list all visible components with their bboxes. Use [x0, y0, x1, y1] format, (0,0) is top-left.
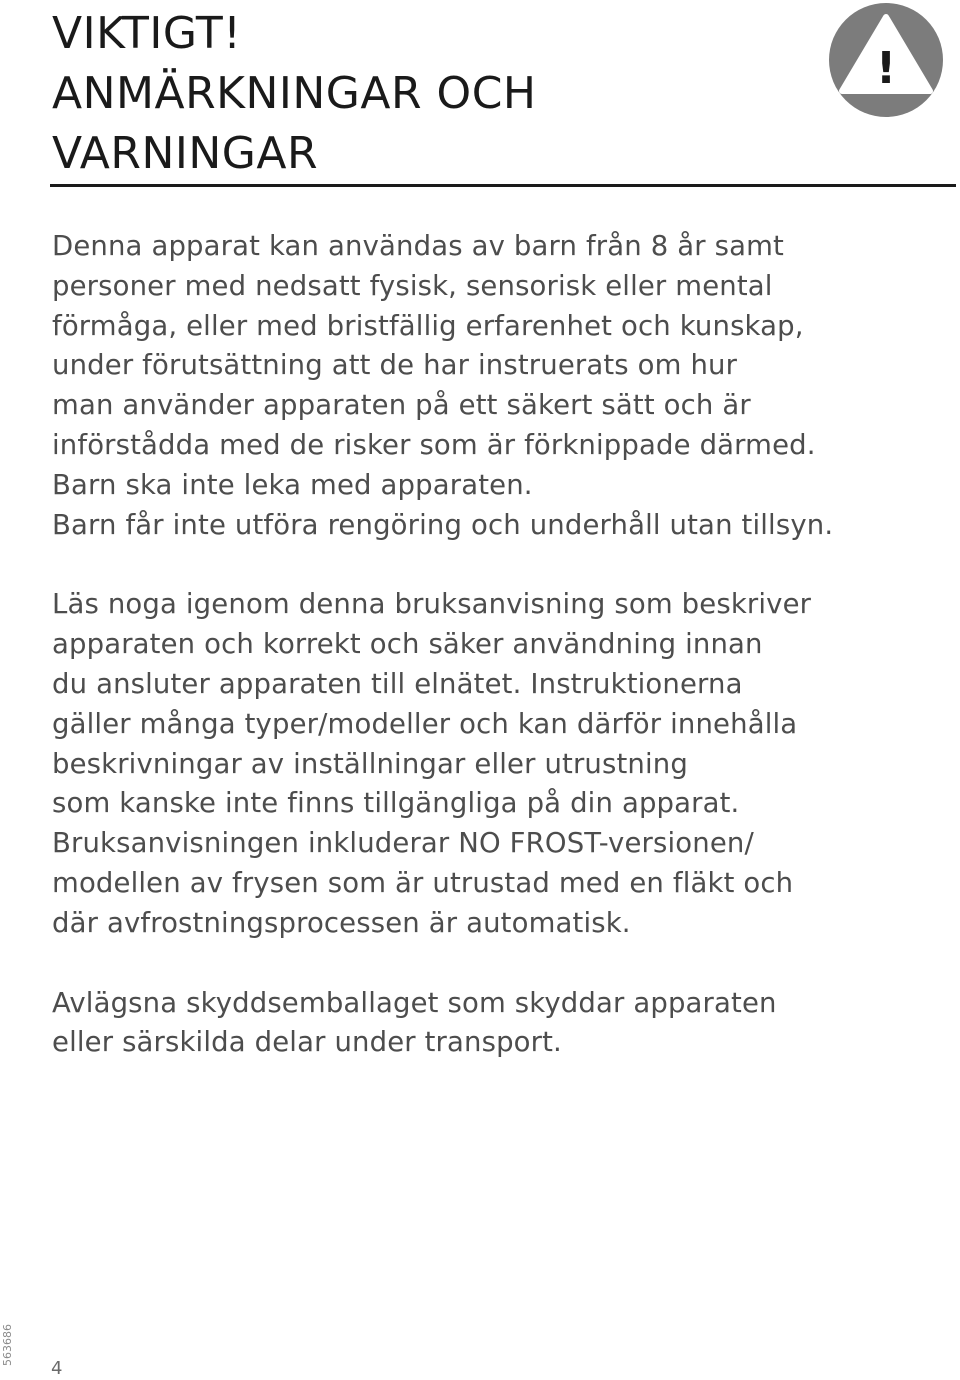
page-title-line-3: VARNINGAR: [52, 128, 319, 179]
paragraph-read-manual: [52, 585, 952, 943]
paragraph-line: Läs noga igenom denna bruksanvisning som beskriver: [52, 588, 812, 621]
paragraph-line: Barn ska inte leka med apparaten.: [52, 468, 533, 501]
paragraph-remove-packaging: [52, 984, 952, 1064]
paragraph-line: man använder apparaten på ett säkert sätt och är: [52, 389, 751, 422]
document-code: 563686: [1, 1324, 14, 1366]
paragraph-line: gäller många typer/modeller och kan därför innehålla: [52, 707, 798, 740]
page-title-line-1: VIKTIGT!: [52, 8, 242, 59]
paragraph-line: införstådda med de risker som är förknippade därmed.: [52, 428, 816, 461]
paragraph-line: där avfrostningsprocessen är automatisk.: [52, 906, 631, 939]
paragraph-line: Avlägsna skyddsemballaget som skyddar apparaten: [52, 986, 777, 1019]
paragraph-line: modellen av frysen som är utrustad med en fläkt och: [52, 866, 794, 899]
warning-exclamation-icon: [829, 3, 943, 117]
page-number: 4: [51, 1358, 63, 1379]
paragraph-line: apparaten och korrekt och säker användning innan: [52, 628, 763, 661]
paragraph-line: förmåga, eller med bristfällig erfarenhet och kunskap,: [52, 309, 804, 342]
page-title: [52, 4, 812, 184]
paragraph-line: beskrivningar av inställningar eller utrustning: [52, 747, 688, 780]
paragraph-line: Bruksanvisningen inkluderar NO FROST-versionen/: [52, 827, 754, 860]
paragraph-line: Barn får inte utföra rengöring och underhåll utan tillsyn.: [52, 508, 834, 541]
warning-icon-symbol: !: [875, 43, 897, 94]
paragraph-line: eller särskilda delar under transport.: [52, 1026, 562, 1059]
paragraph-line: personer med nedsatt fysisk, sensorisk eller mental: [52, 269, 773, 302]
paragraph-usage-restrictions: [52, 227, 952, 545]
page-title-line-2: ANMÄRKNINGAR OCH: [52, 68, 537, 119]
paragraph-line: du ansluter apparaten till elnätet. Instruktionerna: [52, 667, 743, 700]
title-divider: [50, 184, 956, 187]
paragraph-line: som kanske inte finns tillgängliga på din apparat.: [52, 787, 740, 820]
paragraph-line: Denna apparat kan användas av barn från 8 år samt: [52, 230, 784, 262]
paragraph-line: under förutsättning att de har instruerats om hur: [52, 349, 738, 382]
content: [52, 227, 952, 1103]
